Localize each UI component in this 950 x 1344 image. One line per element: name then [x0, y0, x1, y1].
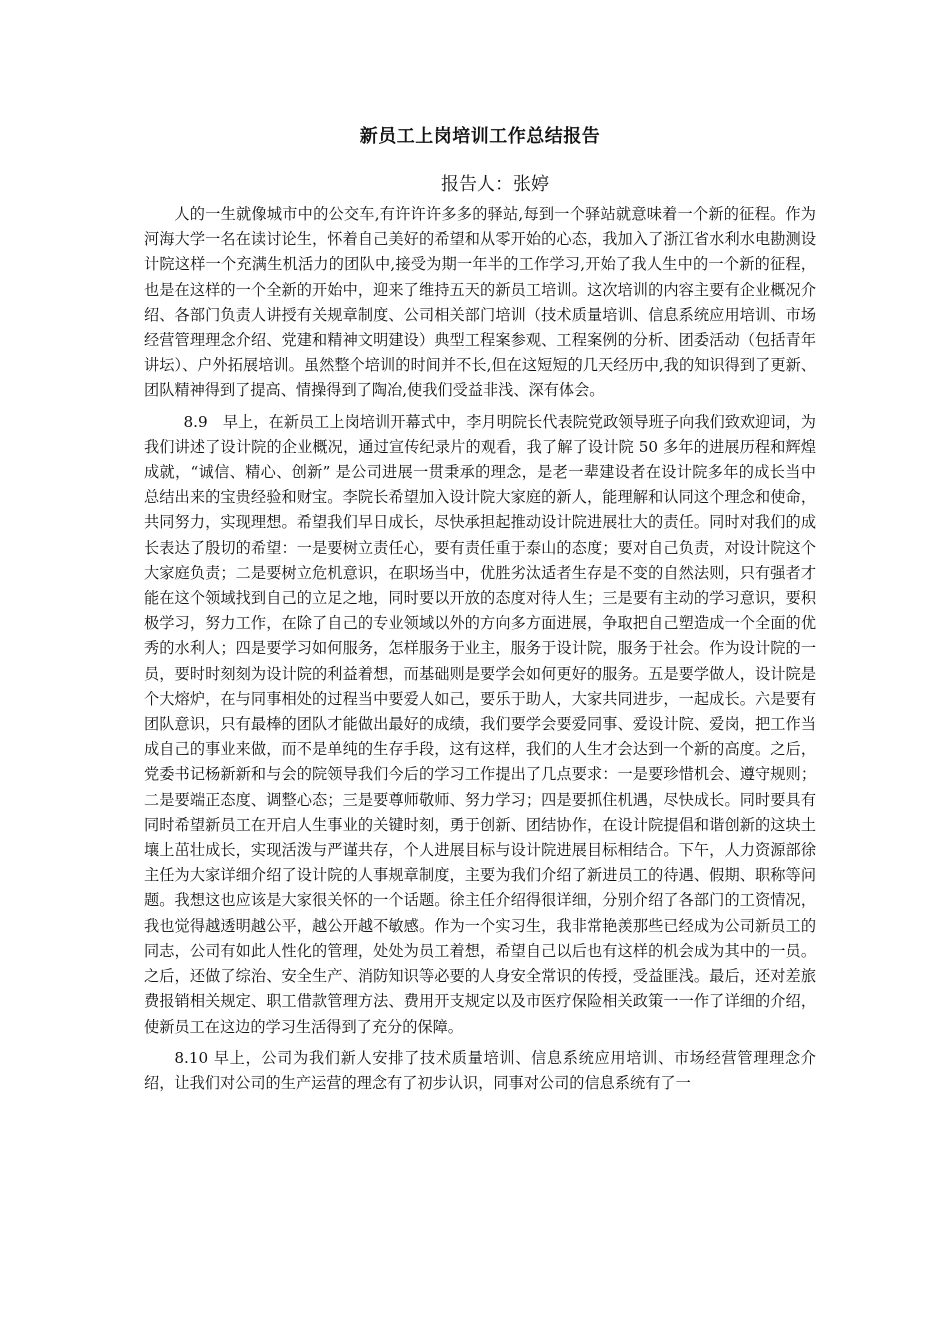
document-page [144, 118, 816, 1102]
document-title: 新员工上岗培训工作总结报告 [359, 126, 601, 147]
author-line: 报告人：张婷 [441, 174, 549, 195]
paragraph-intro: 人的一生就像城市中的公交车,有许许许多多的驿站,每到一个驿站就意味着一个新的征程。作为河海大学一名在读讨论生，怀着自己美好的希望和从零开始的心态，我加入了浙江省水利水电勘测设计院这样一个充满生机活力的团队中,接受为期一年半的工作学习,开始了我人生中的一个新的征程，也是在这样的一个全新的开始中，迎来了维持五天的新员工培训。这次培训的内容主要有企业概况介绍、各部门负责人讲授有关规章制度、公司相关部门培训（技术质量培训、信息系统应用培训、市场经营管理理念介绍、党建和精神文明建设）典型工程案参观、工程案例的分析、团委活动（包括青年讲坛）、户外拓展培训。虽然整个培训的时间并不长,但在这短短的几天经历中,我的知识得到了更新、团队精神得到了提高、情操得到了陶冶,使我们受益非浅、深有体会。 [144, 205, 816, 400]
paragraph-day-8-10: 8.10 早上，公司为我们新人安排了技术质量培训、信息系统应用培训、市场经营管理理念介绍，让我们对公司的生产运营的理念有了初步认识，同事对公司的信息系统有了一 [144, 1048, 816, 1092]
paragraph-day-8-9: 8.9 早上，在新员工上岗培训开幕式中，李月明院长代表院党政领导班子向我们致欢迎词，为我们讲述了设计院的企业概况，通过宣传纪录片的观看，我了解了设计院 50 多年的进展历程和辉煌成就，“诚信、精心、创新” 是公司进展一贯秉承的理念，是老一辈建设者在设计院多年的成长当中总结出来的宝贵经验和财宝。李院长希望加入设计院大家庭的新人，能理解和认同这个理念和使命，共同努力，实现理想。希望我们早日成长，尽快承担起推动设计院进展壮大的责任。同时对我们的成长表达了殷切的希望：一是要树立责任心，要有责任重于泰山的态度；要对自己负责，对设计院这个大家庭负责；二是要树立危机意识，在职场当中，优胜劣汰适者生存是不变的自然法则，只有强者才能在这个领域找到自己的立足之地，同时要以开放的态度对待人生；三是要有主动的学习意识，要积极学习，努力工作，在除了自己的专业领域以外的方向多方面进展，争取把自己塑造成一个全面的优秀的水利人；四是要学习如何服务，怎样服务于业主，服务于设计院，服务于社会。作为设计院的一员，要时时刻刻为设计院的利益着想，而基础则是要学会如何更好的服务。五是要学做人，设计院是个大熔炉，在与同事相处的过程当中要爱人如己，要乐于助人，大家共同进步，一起成长。六是要有团队意识，只有最棒的团队才能做出最好的成绩，我们要学会要爱同事、爱设计院、爱岗，把工作当成自己的事业来做，而不是单纯的生存手段，这有这样，我们的人生才会达到一个新的高度。之后，党委书记杨新新和与会的院领导我们今后的学习工作提出了几点要求：一是要珍惜机会、遵守规则；二是要端正态度、调整心态；三是要尊师敬师、努力学习；四是要抓住机遇，尽快成长。同时要具有同时希望新员工在开启人生事业的关键时刻，勇于创新、团结协作，在设计院提倡和谐创新的这块土壤上茁壮成长，实现活泼与严谨共存，个人进展目标与设计院进展目标相结合。下午，人力资源部徐主任为大家详细介绍了设计院的人事规章制度，主要为我们介绍了新进员工的待遇、假期、职称等问题。我想这也应该是大家很关怀的一个话题。徐主任介绍得很详细，分别介绍了各部门的工资情况，我也觉得越透明越公平，越公开越不敏感。作为一个实习生，我非常艳羡那些已经成为公司新员工的同志，公司有如此人性化的管理，处处为员工着想，希望自己以后也有这样的机会成为其中的一员。之后，还做了综治、安全生产、消防知识等必要的人身安全常识的传授，受益匪浅。最后，还对差旅费报销相关规定、职工借款管理方法、费用开支规定以及市医疗保险相关政策一一作了详细的介绍，使新员工在这边的学习生活得到了充分的保障。 [144, 412, 816, 1036]
